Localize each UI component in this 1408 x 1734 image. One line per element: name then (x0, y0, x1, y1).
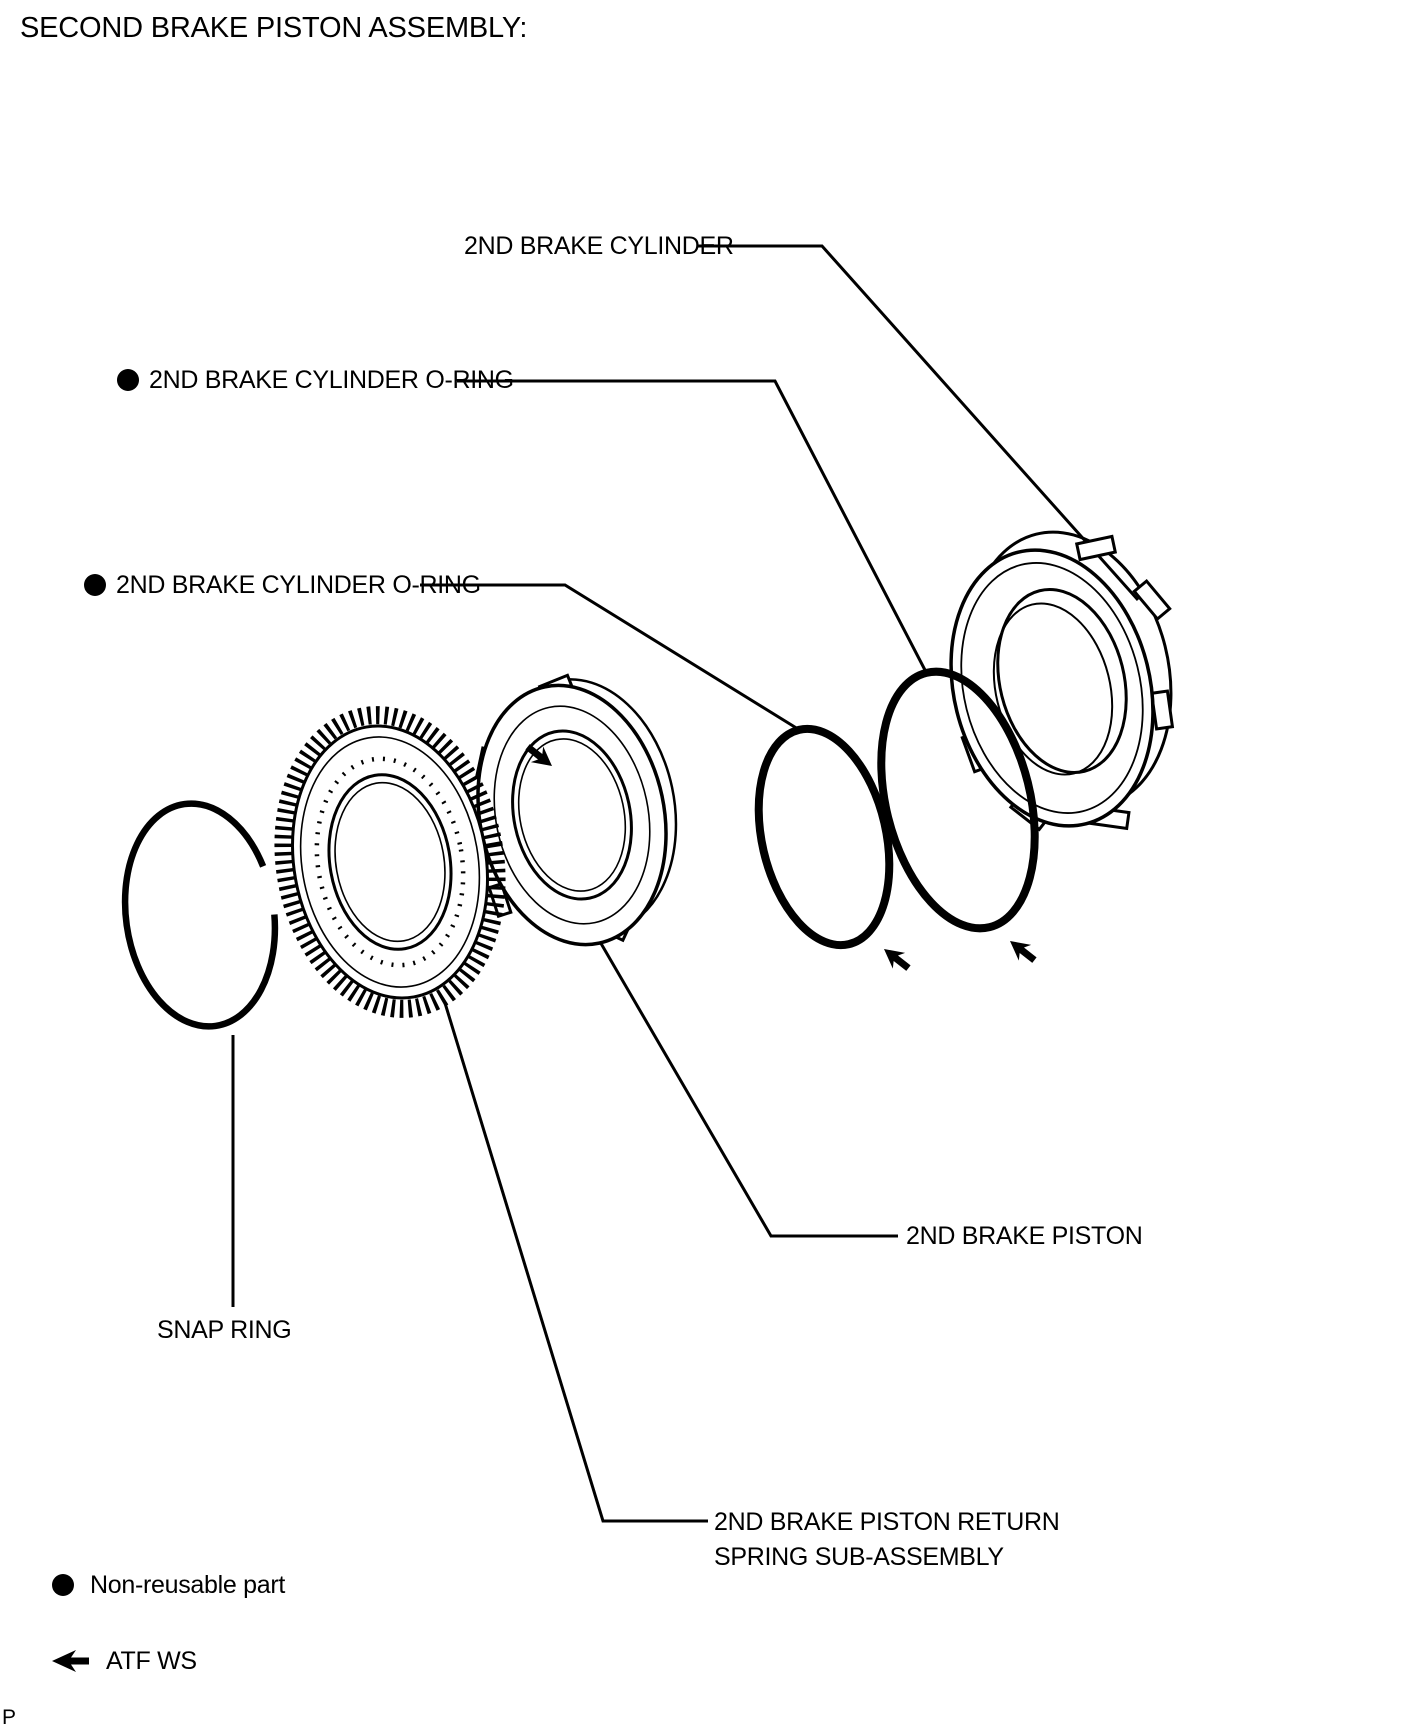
atf-arrow-icon (1004, 933, 1041, 968)
non-reusable-bullet-icon (117, 369, 139, 391)
label-text: 2ND BRAKE PISTON (906, 1222, 1143, 1250)
part-2nd-brake-piston (455, 662, 699, 962)
label-2nd-brake-cylinder-oring-rear (117, 365, 514, 395)
atf-arrow-icon (52, 1649, 90, 1673)
leader-cylinder (698, 246, 1138, 600)
non-reusable-bullet-icon (52, 1574, 74, 1596)
part-return-spring-sub-assembly (261, 698, 519, 1026)
leader-oring-rear (457, 381, 926, 672)
label-text-line2: SPRING SUB-ASSEMBLY (714, 1543, 1004, 1571)
legend-text: Non-reusable part (90, 1571, 286, 1599)
label-2nd-brake-cylinder (464, 231, 734, 261)
corner-mark: P (2, 1706, 17, 1729)
legend-non-reusable (52, 1570, 285, 1600)
label-2nd-brake-piston (906, 1221, 1142, 1251)
legend-text: ATF WS (106, 1647, 197, 1675)
atf-arrow-icon (878, 941, 915, 976)
leader-return-spring (445, 1003, 708, 1521)
label-snap-ring (157, 1315, 291, 1345)
label-2nd-brake-cylinder-oring-front (84, 570, 481, 600)
label-text: 2ND BRAKE CYLINDER (464, 232, 734, 260)
label-text: SNAP RING (157, 1316, 292, 1344)
label-text: 2ND BRAKE CYLINDER O-RING (116, 571, 481, 599)
leader-piston (599, 940, 898, 1236)
label-text: 2ND BRAKE CYLINDER O-RING (149, 366, 514, 394)
page-title: SECOND BRAKE PISTON ASSEMBLY: (20, 12, 528, 44)
part-snap-ring (111, 794, 289, 1036)
label-return-spring-sub-assembly (714, 1505, 1059, 1575)
non-reusable-bullet-icon (84, 574, 106, 596)
legend-atf (52, 1646, 197, 1676)
label-text-line1: 2ND BRAKE PISTON RETURN (714, 1508, 1060, 1536)
